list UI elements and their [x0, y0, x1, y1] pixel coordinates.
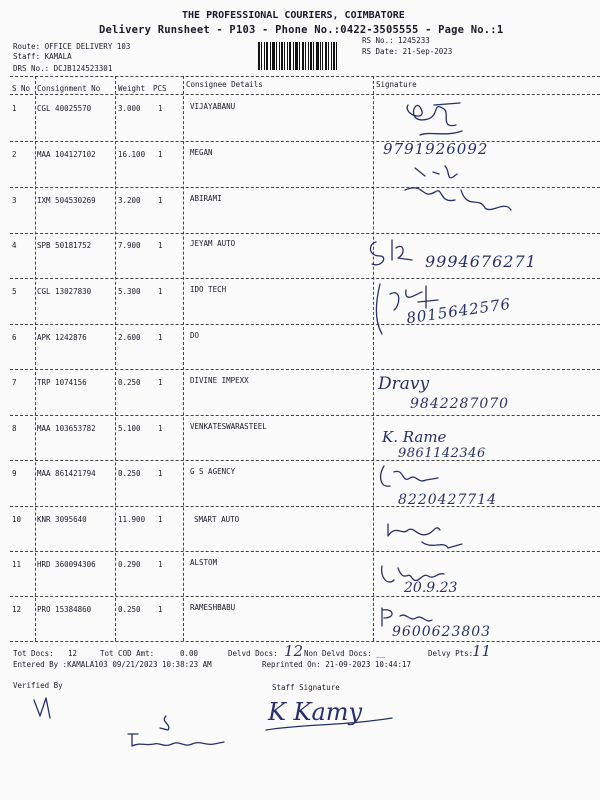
row-pcs: 1 [158, 515, 163, 524]
row-separator [10, 551, 600, 552]
row-sno: 9 [12, 469, 17, 478]
col-header-details: Consignee Details [186, 80, 263, 89]
cod-value: 0.00 [180, 649, 199, 658]
col-header-pcs: PCS [153, 84, 167, 93]
row-pcs: 1 [158, 241, 163, 250]
row-pcs: 1 [158, 287, 163, 296]
row-sno: 4 [12, 241, 17, 250]
company-title: THE PROFESSIONAL COURIERS, COIMBATORE [182, 10, 405, 21]
row-sno: 10 [12, 515, 22, 524]
verifier-signature [30, 694, 60, 726]
drs-label: DRS No.: DCJB124523301 [13, 64, 113, 73]
row-separator [10, 141, 600, 142]
row-consignment: HRD 360094306 [37, 560, 96, 569]
handwritten-phone: 9600623803 [392, 624, 492, 640]
row-sno: 3 [12, 196, 17, 205]
row-separator [10, 415, 600, 416]
signature-scribble [362, 234, 432, 276]
row-consignment: CGL 40025570 [37, 104, 92, 113]
row-separator [10, 460, 600, 461]
row-weight: 2.600 [118, 333, 141, 342]
row-sno: 7 [12, 378, 17, 387]
handwritten-phone: 8015642576 [405, 294, 513, 328]
col-header-sno: S No [12, 84, 31, 93]
signature-scribble [395, 160, 515, 232]
row-details: JEYAM AUTO [190, 239, 236, 248]
row-sno: 1 [12, 104, 17, 113]
signature-scribble [382, 520, 472, 558]
col-divider [373, 76, 374, 641]
row-weight: 3.000 [118, 104, 141, 113]
row-consignment: TRP 1074156 [37, 378, 87, 387]
delivery-points-label: Delvy Pts: [428, 649, 474, 658]
col-divider [115, 76, 116, 641]
row-separator [10, 369, 600, 370]
table-bottom-rule [10, 641, 600, 642]
row-separator [10, 596, 600, 597]
staff-signature-label: Staff Signature [272, 683, 340, 692]
row-weight: 11.900 [118, 515, 146, 524]
row-sno: 2 [12, 150, 17, 159]
row-details: G S AGENCY [190, 467, 236, 476]
row-sno: 6 [12, 333, 17, 342]
row-weight: 7.900 [118, 241, 141, 250]
handwritten-name: Dravy [378, 374, 430, 394]
row-consignment: PRO 15384860 [37, 605, 92, 614]
row-weight: 0.250 [118, 469, 141, 478]
delivered-docs-hand: 12 [284, 642, 304, 660]
row-weight: 16.100 [118, 150, 146, 159]
row-details: VIJAYABANU [190, 102, 236, 111]
row-consignment: APK 1242876 [37, 333, 87, 342]
entered-by: Entered By :KAMALA103 09/21/2023 10:38:23 AM [13, 660, 212, 669]
delivered-docs-label: Delvd Docs: [228, 649, 278, 658]
handwritten-date: 20.9.23 [404, 580, 458, 596]
staff-signature-stroke [262, 700, 402, 738]
row-details: ABIRAMI [190, 194, 222, 203]
row-consignment: MAA 104127102 [37, 150, 96, 159]
row-pcs: 1 [158, 104, 163, 113]
handwritten-phone: 9861142346 [398, 446, 486, 461]
barcode [258, 42, 358, 70]
reprinted-on: Reprinted On: 21-09-2023 10:44:17 [262, 660, 412, 669]
row-separator [10, 278, 600, 279]
row-separator [10, 233, 600, 234]
row-weight: 3.200 [118, 196, 141, 205]
row-pcs: 1 [158, 333, 163, 342]
row-consignment: KNR 3095640 [37, 515, 87, 524]
verifier-signature-2 [120, 712, 230, 754]
verified-by-label: Verified By [13, 681, 63, 690]
row-sno: 5 [12, 287, 17, 296]
handwritten-phone: 9842287070 [410, 396, 510, 412]
total-docs-label: Tot Docs: [13, 649, 54, 658]
signature-scribble [376, 462, 446, 494]
row-details: IDO TECH [190, 285, 227, 294]
col-header-consignment: Consignment No [37, 84, 101, 93]
route-label: Route: OFFICE DELIVERY 103 [13, 42, 131, 51]
row-pcs: 1 [158, 424, 163, 433]
handwritten-phone: 9791926092 [383, 140, 489, 158]
row-pcs: 1 [158, 150, 163, 159]
rs-date: RS Date: 21-Sep-2023 [362, 47, 453, 56]
runsheet-title: Delivery Runsheet - P103 - Phone No.:0422-3505555 - Page No.:1 [99, 24, 504, 36]
col-header-weight: Weight [118, 84, 146, 93]
row-sno: 11 [12, 560, 22, 569]
row-consignment: MAA 103653782 [37, 424, 96, 433]
row-weight: 5.300 [118, 287, 141, 296]
row-details: DO [190, 331, 200, 340]
handwritten-phone: 8220427714 [398, 492, 498, 508]
non-delivered-docs: Non Delvd Docs: __ [304, 649, 386, 658]
row-weight: 0.290 [118, 560, 141, 569]
row-details: SMART AUTO [194, 515, 240, 524]
row-pcs: 1 [158, 378, 163, 387]
row-weight: 0.250 [118, 605, 141, 614]
row-consignment: MAA 861421794 [37, 469, 96, 478]
col-divider [183, 76, 184, 641]
row-consignment: SPB 50181752 [37, 241, 92, 250]
row-weight: 5.100 [118, 424, 141, 433]
row-pcs: 1 [158, 196, 163, 205]
row-details: DIVINE IMPEXX [190, 376, 249, 385]
row-weight: 0.250 [118, 378, 141, 387]
total-docs-value: 12 [68, 649, 78, 658]
row-sno: 12 [12, 605, 22, 614]
row-details: VENKATESWARASTEEL [190, 422, 267, 431]
row-sno: 8 [12, 424, 17, 433]
row-details: MEGAN [190, 148, 213, 157]
signature-scribble [400, 95, 470, 142]
row-consignment: IXM 504530269 [37, 196, 96, 205]
row-details: RAMESHBABU [190, 603, 236, 612]
row-pcs: 1 [158, 605, 163, 614]
row-separator [10, 506, 600, 507]
table-top-rule [10, 76, 600, 77]
rs-number: RS No.: 1245233 [362, 36, 430, 45]
row-details: ALSTOM [190, 558, 218, 567]
delivery-points-hand: 11 [472, 642, 492, 660]
staff-label: Staff: KAMALA [13, 52, 72, 61]
staff-signature-hand: K Kamy [268, 698, 363, 726]
cod-label: Tot COD Amt: [100, 649, 155, 658]
col-header-signature: Signature [376, 80, 417, 89]
row-consignment: CGL 13027830 [37, 287, 92, 296]
handwritten-name: K. Rame [382, 428, 447, 446]
col-divider [35, 76, 36, 641]
handwritten-phone: 9994676271 [425, 252, 537, 271]
table-header-rule [10, 94, 600, 95]
row-pcs: 1 [158, 560, 163, 569]
row-separator [10, 324, 600, 325]
row-pcs: 1 [158, 469, 163, 478]
